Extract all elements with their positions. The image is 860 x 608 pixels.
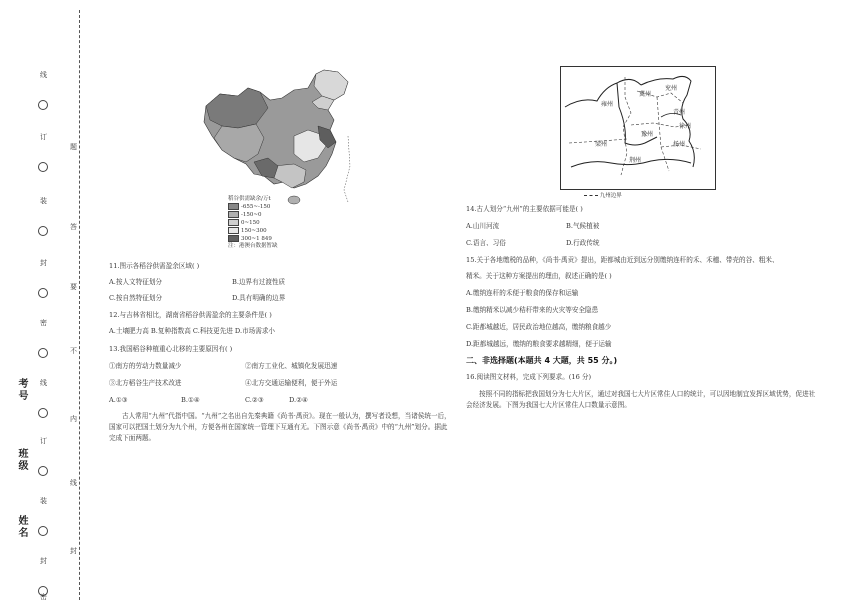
exam-number-label: 考号	[16, 378, 27, 402]
question-14: 14.古人划分“九州”的主要依据可能是( )	[466, 205, 583, 213]
binding-hole-circle	[38, 226, 48, 236]
class-label: 班级	[16, 448, 27, 472]
binding-hole-circle	[38, 162, 48, 172]
q14-option-d: D.行政传统	[566, 239, 600, 247]
q13-option-c: C.②③	[245, 396, 264, 404]
q16-passage: 按照不同的指标把我国划分为七大片区，通过对我国七大片区常住人口的统计，可以因地制宜发挥区域优势，促进社会经济发展。下图为我国七大片区常住人口数量示意图。	[466, 390, 816, 409]
binding-mid-char: 线	[70, 479, 77, 487]
region-label-yang: 扬州	[673, 141, 686, 148]
region-label-ji: 冀州	[639, 91, 652, 98]
question-16: 16.阅读图文材料，完成下列要求。(16 分)	[466, 373, 592, 381]
region-label-yan: 兖州	[665, 85, 678, 92]
legend-title: 稻谷供需缺余/万t	[228, 196, 271, 202]
q15-option-a: A.缴纳连秆的禾便于粮食的保存和运输	[466, 289, 579, 297]
q15-option-c: C.距都城越近，居民政治地位越高，缴纳粮食越少	[466, 323, 612, 331]
legend-label: -150~0	[241, 212, 262, 218]
q13-option-d: D.②④	[289, 396, 308, 404]
region-label-qing: 青州	[673, 109, 686, 116]
china-map-legend	[228, 196, 278, 250]
binding-mid-char: 封	[70, 547, 77, 555]
legend-item	[228, 203, 278, 211]
q15-option-b: B.缴纳精米以减少秸秆带来的火灾等安全隐患	[466, 306, 599, 314]
binding-mid-char: 不	[70, 347, 77, 355]
section-2-title: 二、非选择题(本题共 4 大题，共 55 分。)	[466, 356, 618, 365]
boundary-line-sample	[584, 195, 598, 196]
region-label-jing: 荆州	[629, 157, 642, 164]
binding-mid-char: 题	[70, 143, 77, 151]
binding-char: 封	[40, 259, 47, 267]
question-15-line2: 精米。关于这种方案提出的理由，叙述正确的是( )	[466, 272, 612, 280]
binding-hole-circle	[38, 408, 48, 418]
q13-statement-4: ④北方交通运输便利，便于外运	[245, 379, 338, 387]
q13-statement-2: ②南方工业化、城镇化发展迅速	[245, 362, 338, 370]
binding-char: 订	[40, 133, 47, 141]
binding-char: 线	[40, 71, 47, 79]
legend-label: -655~-150	[241, 204, 271, 210]
q13-statement-3: ③北方稻谷生产技术改进	[109, 379, 182, 387]
binding-hole-circle	[38, 288, 48, 298]
legend-note: 注：港澳台数据暂缺	[228, 243, 278, 249]
binding-mid-char: 内	[70, 415, 77, 423]
jiuzhou-map-graphic	[561, 67, 715, 189]
legend-rows	[228, 203, 278, 243]
region-label-xu: 徐州	[679, 123, 692, 130]
q13-option-a: A.①③	[109, 396, 128, 404]
binding-char: 封	[40, 557, 47, 565]
jiuzhou-legend-label: 九州边界	[599, 193, 622, 199]
legend-item	[228, 211, 278, 219]
binding-char: 装	[40, 497, 47, 505]
jiuzhou-legend	[584, 191, 622, 199]
legend-swatch	[228, 203, 239, 210]
q12-options: A.土壤肥力高 B.复种指数高 C.科技更先进 D.市场需求小	[109, 327, 276, 335]
q11-option-a: A.按人文特征划分	[109, 278, 163, 286]
binding-hole-circle	[38, 466, 48, 476]
binding-hole-circle	[38, 526, 48, 536]
legend-swatch	[228, 227, 239, 234]
question-15-line1: 15.关于各地缴税的品种，《尚书·禹贡》提出，距都城由近到远分别缴纳连秆的禾、禾穗、带壳的谷、粗米、	[466, 256, 779, 264]
binding-char: 线	[40, 379, 47, 387]
q11-option-b: B.边界有过渡性质	[232, 278, 286, 286]
legend-swatch	[228, 211, 239, 218]
china-rice-map	[198, 66, 368, 206]
binding-char: 密	[40, 319, 47, 327]
binding-hole-circle	[38, 348, 48, 358]
legend-label: 300~1 849	[241, 236, 272, 242]
q11-option-c: C.按自然特征划分	[109, 294, 163, 302]
binding-mid-char: 要	[70, 283, 77, 291]
legend-item	[228, 235, 278, 243]
region-label-yu: 豫州	[641, 131, 654, 138]
legend-item	[228, 219, 278, 227]
region-label-liang: 梁州	[595, 141, 608, 148]
binding-mid-char: 答	[70, 223, 77, 231]
q14-option-c: C.语言、习俗	[466, 239, 506, 247]
q13-statement-1: ①南方的劳动力数量减少	[109, 362, 182, 370]
china-map-graphic	[198, 66, 368, 206]
question-12: 12.与吉林省相比，湖南省稻谷供需盈余的主要条件是( )	[109, 311, 272, 319]
region-label-yong: 雍州	[601, 101, 614, 108]
q14-option-a: A.山川河流	[466, 222, 500, 230]
q14-option-b: B.气候植被	[566, 222, 600, 230]
q15-option-d: D.距都城越远，缴纳的粮食要求越精细，便于运输	[466, 340, 612, 348]
jiuzhou-passage: 古人常用“九州”代指中国。“九州”之名出自先秦典籍《尚书·禹贡》。现在一般认为，撰写者设想，当诸侯统一后，国家可以把国土划分为九个州，方便各州在国家统一管理下互通有无。下图示意《尚书·禹贡》中的“九州”划分。据此完成下面两题。	[109, 412, 451, 442]
question-11: 11.图示各稻谷供需盈余区域( )	[109, 262, 200, 270]
legend-item	[228, 227, 278, 235]
question-13: 13.我国稻谷种植重心北移的主要原因有( )	[109, 345, 233, 353]
binding-char: 密	[40, 593, 47, 601]
jiuzhou-map	[560, 66, 716, 190]
binding-char: 装	[40, 197, 47, 205]
q13-option-b: B.①④	[181, 396, 200, 404]
legend-label: 150~300	[241, 228, 267, 234]
legend-label: 0~150	[241, 220, 260, 226]
binding-char: 订	[40, 437, 47, 445]
legend-swatch	[228, 235, 239, 242]
legend-swatch	[228, 219, 239, 226]
name-label: 姓名	[16, 515, 27, 539]
binding-hole-circle	[38, 100, 48, 110]
q11-option-d: D.具有明确的边界	[232, 294, 286, 302]
binding-dashed-line	[79, 10, 80, 600]
